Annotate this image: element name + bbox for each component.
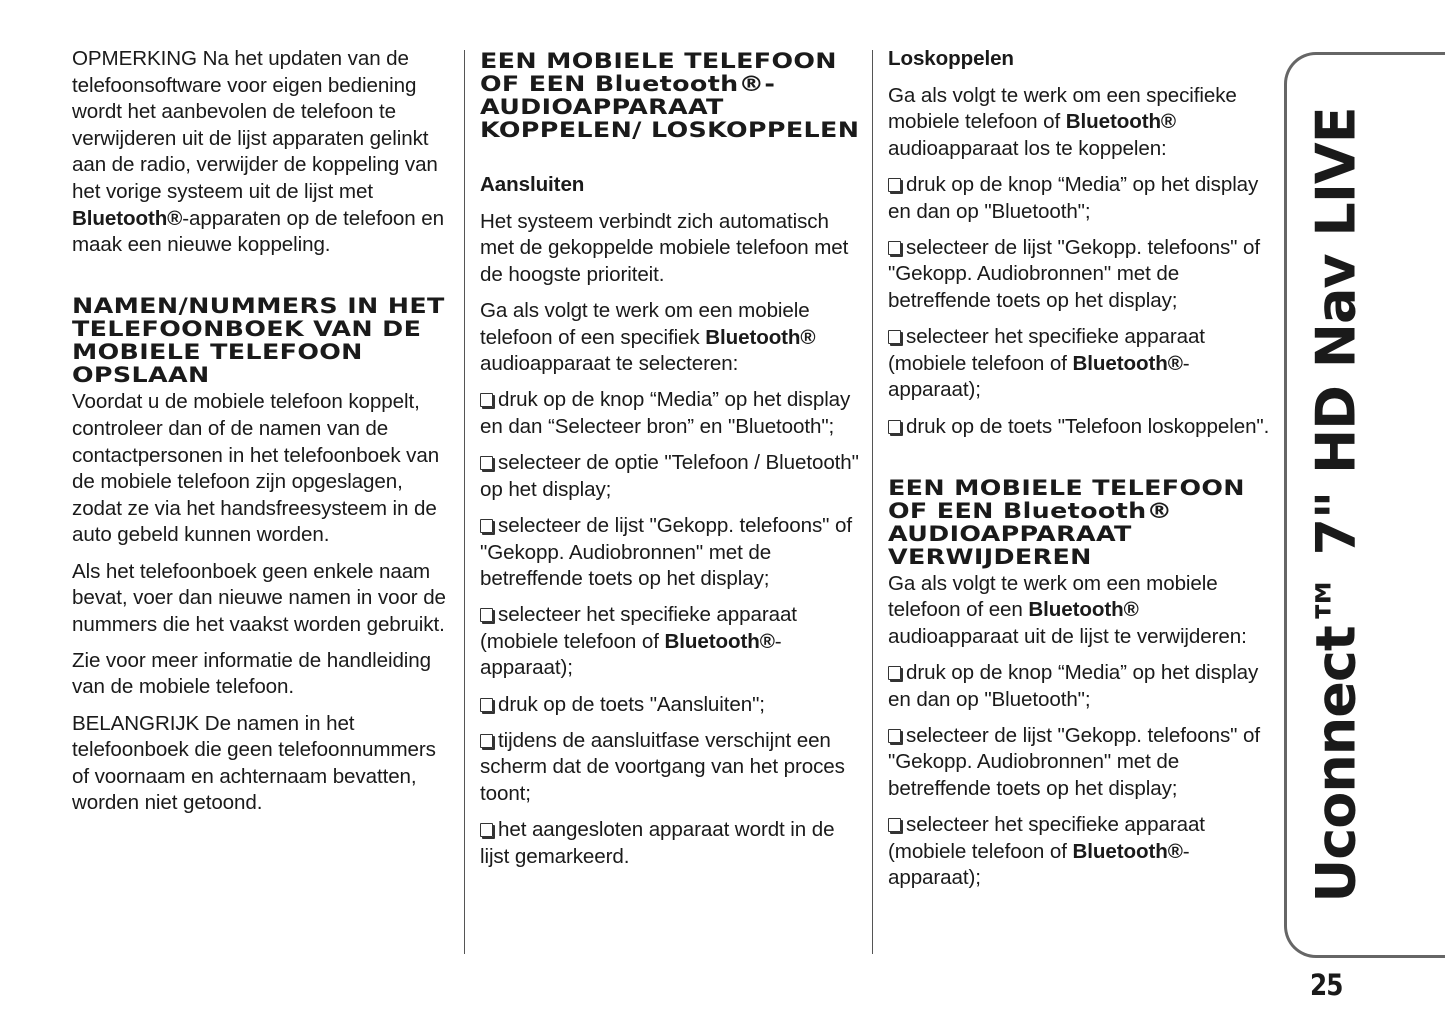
checkbox-bullet-icon (888, 666, 901, 680)
list-item: selecteer de optie "Telefoon / Bluetooth" op het display; (480, 451, 859, 501)
bluetooth-term: Bluetooth® (1072, 839, 1183, 863)
checkbox-bullet-icon (888, 178, 901, 192)
column-middle (480, 46, 865, 880)
auto-connect-paragraph: Het systeem verbindt zich automatisch met de gekoppelde mobiele telefoon met de hoogste prioriteit. (480, 209, 849, 286)
bluetooth-term: Bluetooth® (1072, 351, 1183, 375)
list-item: het aangesloten apparaat wordt in de lijst gemarkeerd. (480, 818, 835, 868)
list-item: selecteer het specifieke apparaat (mobiele telefoon of Bluetooth®-apparaat); (888, 813, 1205, 890)
checkbox-bullet-icon (480, 698, 493, 712)
note-paragraph: OPMERKING Na het updaten van de telefoonsoftware voor eigen bediening wordt het aanbevolen de telefoon te verwijderen uit de lijst apparaten gelinkt aan de radio, verwijder de koppeling van het vorige systeem uit de lijst met Bluetooth®-apparaten op de telefoon en maak een nieuwe koppeling. (72, 47, 444, 257)
list-item: selecteer de lijst "Gekopp. telefoons" of "Gekopp. Audiobronnen" met de betreffende toets op het display; (888, 235, 1260, 312)
phonebook-paragraph: Voordat u de mobiele telefoon koppelt, controleer dan of de namen van de contactpersonen in het telefoonboek van de mobiele telefoon zijn opgeslagen, zodat ze via het handsfreesysteem in de auto gebeld kunnen worden. (72, 390, 440, 547)
list-item: druk op de toets "Aansluiten"; (480, 692, 865, 719)
list-item: selecteer de lijst "Gekopp. telefoons" of "Gekopp. Audiobronnen" met de betreffende toets op het display; (888, 723, 1260, 801)
checkbox-bullet-icon (888, 729, 901, 743)
disconnect-intro-paragraph: Ga als volgt te werk om een specifieke mobiele telefoon of Bluetooth® audioapparaat los te koppelen: (888, 83, 1237, 160)
checkbox-bullet-icon (480, 456, 493, 470)
remove-intro-paragraph: Ga als volgt te werk om een mobiele telefoon of een Bluetooth® audioapparaat uit de lijst te verwijderen: (888, 571, 1247, 648)
bluetooth-term: Bluetooth® (72, 206, 183, 230)
select-intro-paragraph: Ga als volgt te werk om een mobiele telefoon of een specifiek Bluetooth® audioapparaat te selecteren: (480, 298, 816, 376)
checkbox-bullet-icon (888, 420, 901, 434)
bluetooth-term: Bluetooth® (1065, 110, 1177, 134)
list-item: druk op de knop “Media” op het display en dan op "Bluetooth"; (888, 661, 1259, 711)
list-item: selecteer de lijst "Gekopp. telefoons" of "Gekopp. Audiobronnen" met de betreffende toets op het display; (480, 513, 852, 591)
checkbox-bullet-icon (888, 818, 901, 832)
list-item: druk op de knop “Media” op het display en dan “Selecteer bron” en "Bluetooth"; (480, 388, 851, 438)
bluetooth-term: Bluetooth® (1028, 598, 1139, 622)
checkbox-bullet-icon (480, 393, 493, 407)
checkbox-bullet-icon (480, 519, 493, 533)
checkbox-bullet-icon (480, 608, 493, 622)
column-right (888, 46, 1273, 902)
checkbox-bullet-icon (480, 734, 493, 748)
bluetooth-term: Bluetooth® (664, 629, 775, 653)
subheading-disconnect: Loskoppelen (888, 47, 1014, 70)
chapter-tab-label: Uconnect™ 7" HD Nav LIVE (1304, 107, 1368, 903)
section-heading-pairing: EEN MOBIELE TELEFOON OF EEN Bluetooth®-AUDIOAPPARAAT KOPPELEN/ LOSKOPPELEN (480, 49, 860, 143)
more-info-paragraph: Zie voor meer informatie de handleiding van de mobiele telefoon. (72, 648, 431, 699)
column-divider (464, 50, 465, 954)
column-left (72, 46, 452, 827)
subheading-connect: Aansluiten (480, 173, 585, 196)
checkbox-bullet-icon (480, 823, 493, 837)
list-item: druk op de toets "Telefoon loskoppelen". (888, 414, 1273, 441)
bluetooth-term: Bluetooth® (705, 325, 816, 349)
section-heading-phonebook: NAMEN/NUMMERS IN HET TELEFOONBOEK VAN DE MOBIELE TELEFOON OPSLAAN (72, 294, 445, 389)
section-heading-remove: EEN MOBIELE TELEFOON OF EEN Bluetooth® AUDIOAPPARAAT VERWIJDEREN (888, 475, 1245, 570)
checkbox-bullet-icon (888, 330, 901, 344)
column-divider (872, 50, 873, 954)
important-paragraph: BELANGRIJK De namen in het telefoonboek die geen telefoonnummers of voornaam en achternaam bevatten, worden niet getoond. (72, 711, 436, 815)
list-item: selecteer het specifieke apparaat (mobiele telefoon of Bluetooth®-apparaat); (480, 603, 797, 680)
list-item: tijdens de aansluitfase verschijnt een scherm dat de voortgang van het proces toont; (480, 728, 845, 806)
empty-phonebook-paragraph: Als het telefoonboek geen enkele naam bevat, voer dan nieuwe namen in voor de nummers die het vaakst worden gebruikt. (72, 559, 446, 636)
page-number: 25 (1310, 968, 1343, 1002)
list-item: selecteer het specifieke apparaat (mobiele telefoon of Bluetooth®-apparaat); (888, 325, 1205, 402)
checkbox-bullet-icon (888, 241, 901, 255)
list-item: druk op de knop “Media” op het display en dan op "Bluetooth"; (888, 172, 1259, 223)
